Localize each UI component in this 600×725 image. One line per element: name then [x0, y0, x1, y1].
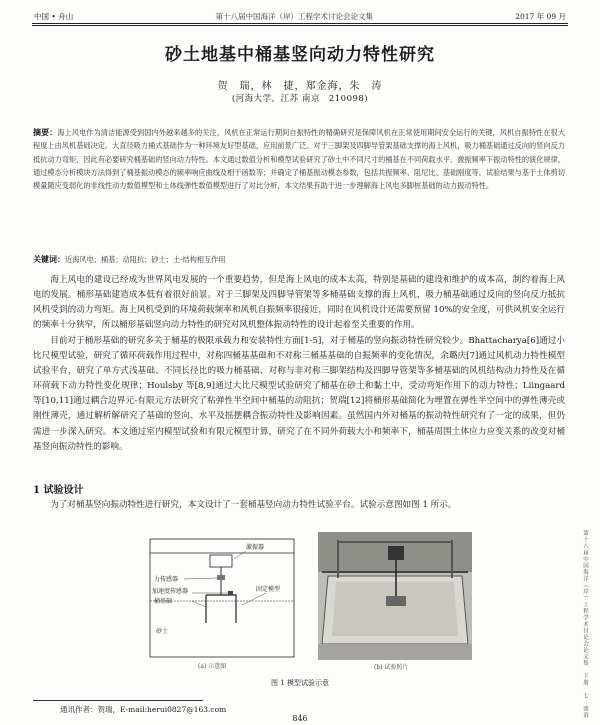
keywords-label: 关键词：: [33, 254, 65, 264]
affiliation: (河海大学，江苏 南京 210098): [231, 94, 369, 104]
body-paragraph-1: 海上风电的建设已经成为世界风电发展的一个重要趋势，但是海上风电的成本太高，特别是基础的建设和维护的成本高，制约着海上风电的发展。桶形基础建造成本低有着很好前景。对于三脚架及四脚导管架等多桶基础支撑的海上风机，吸力桶基础通过反向的竖向反力抵抗风机受到的动力弯矩。海上风机受到的环境荷载频率和风机自振频率很接近，同时在风机设计还需要预留 10%的安全度，可供风机安全运行的频率十分狭窄，所以桶形基础竖向动力特性的研究对风机整体振动特性的设计起着至关重要的作用。: [33, 275, 565, 331]
subcaption-a: (a) 示意图: [198, 663, 227, 670]
test-photo: [318, 532, 472, 660]
body-paragraph-2: 目前对于桶形基础的研究多关于桶基的极限承载力和安装特性方面[1-5]，对于桶基的竖向振动特性研究较少。Bhattacharya[6]通过小比尺模型试验，研究了循环荷载作用过程中，对称四桶基基础和不对称三桶基基础的自振频率的变化情况，余璐庆[7]通过风机动力特性模型试验平台，研究了单方式浅基础、不同长径比的吸力桶基础、对称与非对称三脚架结构及四脚导管架等多桶基础的风机结构动力特性及在循环荷载下动力特性变化规律；Houlsby 等[8,9]通过大比尺模型试验研究了桶基在砂土和黏土中，受动弯矩作用下的动力特性；Liingaard 等[10,11]通过耦合边界元-有限元方法研究了粘弹性半空间中桶基的动阻抗；贺瑞[12]将桶形基础简化为埋置在弹性半空间中的弹性薄壳或刚性薄壳，通过解析解研究了基础的竖向、水平及摇摆耦合振动特性及影响因素。虽然国内外对桶基的振动特性研究有了一定的成果，但仍需进一步深入研究。本文通过室内模型试验和有限元模型计算，研究了在不同外荷载大小和频率下，桶基周围土体应力应变关系的改变对桶基竖向振动特性的影响。: [33, 336, 565, 452]
label-model-box: 固定模型: [256, 586, 281, 593]
label-force-sensor: 力传感器: [154, 576, 179, 583]
label-exciter: 激振器: [246, 544, 265, 551]
authors: 贺 瑞，林 捷，郑金海，朱 涛: [217, 81, 383, 92]
figure-schematic: [146, 537, 298, 669]
figure-photo: [318, 532, 472, 671]
keywords: [33, 254, 565, 265]
header-date: 2017 年 09 月: [515, 11, 566, 21]
abstract-label: 摘要：: [33, 127, 58, 137]
body-paragraph-3: 为了对桶基竖向振动特性进行研究，本文设计了一套桶基竖向动力特性试验平台。试验示意图如图 1 所示。: [50, 500, 457, 510]
label-accelerometer: 加速度传感器: [152, 588, 189, 595]
header-rule-thin: [32, 25, 568, 26]
section-heading: 1 试验设计: [33, 485, 84, 496]
spine-text: 第十八届中国海洋（岸）工程学术讨论会论文集 下册 七 波浪: [582, 530, 588, 719]
abstract: [33, 126, 565, 192]
paper-title: 砂土地基中桶基竖向动力特性研究: [165, 45, 435, 65]
header-proceedings: 第十八届中国海洋（岸）工程学术讨论会论文集: [215, 11, 373, 21]
footnote: 通讯作者：贺瑞，E-mail:herui0827@163.com: [60, 705, 227, 714]
page-number: 846: [292, 714, 308, 723]
footnote-rule: [33, 700, 203, 701]
label-sand: 砂土: [156, 628, 169, 635]
schematic-diagram: [146, 537, 298, 669]
abstract-text: 海上风电作为清洁能源受到国内外越来越多的关注，风机在正常运行期间自振特性的精确研究是保障风机在正常使用期间安全运行的关键，风机自振特性在很大程度上由风机基础决定。大直径吸力桶式基础作为一种环境友好型基础，应用前景广泛。对于三脚架及四脚导管架基础支撑的海上风机，吸力桶基础通过反向的竖向反力抵抗动力弯矩，因此有必要研究桶基础的竖向动力特性。本文通过数值分析和模型试验研究了砂土中不同尺寸的桶基在不同荷载水平、激振频率下振动特性的演化规律。通过模态分析模块方法得到了桶基振动模态的频率响应曲线及相干函数等；并确定了桶基振动模态参数，包括共振频率、阻尼比、基础刚度等。试验结果与基于土体剪切模量随应变弱化的非线性动力数值模型和土体线弹性数值模型进行了对比分析，本文结果有助于进一步理解海上风电多脚桩基础的动力振动特性。: [33, 128, 565, 191]
subcaption-b: (b) 试验照片: [374, 664, 409, 671]
keywords-text: 近海风电；桶基；动阻抗；砂土；土-结构相互作用: [65, 255, 226, 264]
figure-caption: 图 1 模型试验示意: [271, 679, 329, 687]
header-location: 中国 • 舟山: [34, 11, 74, 21]
label-bucket: 桶基础: [154, 598, 173, 605]
header-rule-thick: [32, 23, 568, 24]
running-header: [34, 8, 566, 24]
